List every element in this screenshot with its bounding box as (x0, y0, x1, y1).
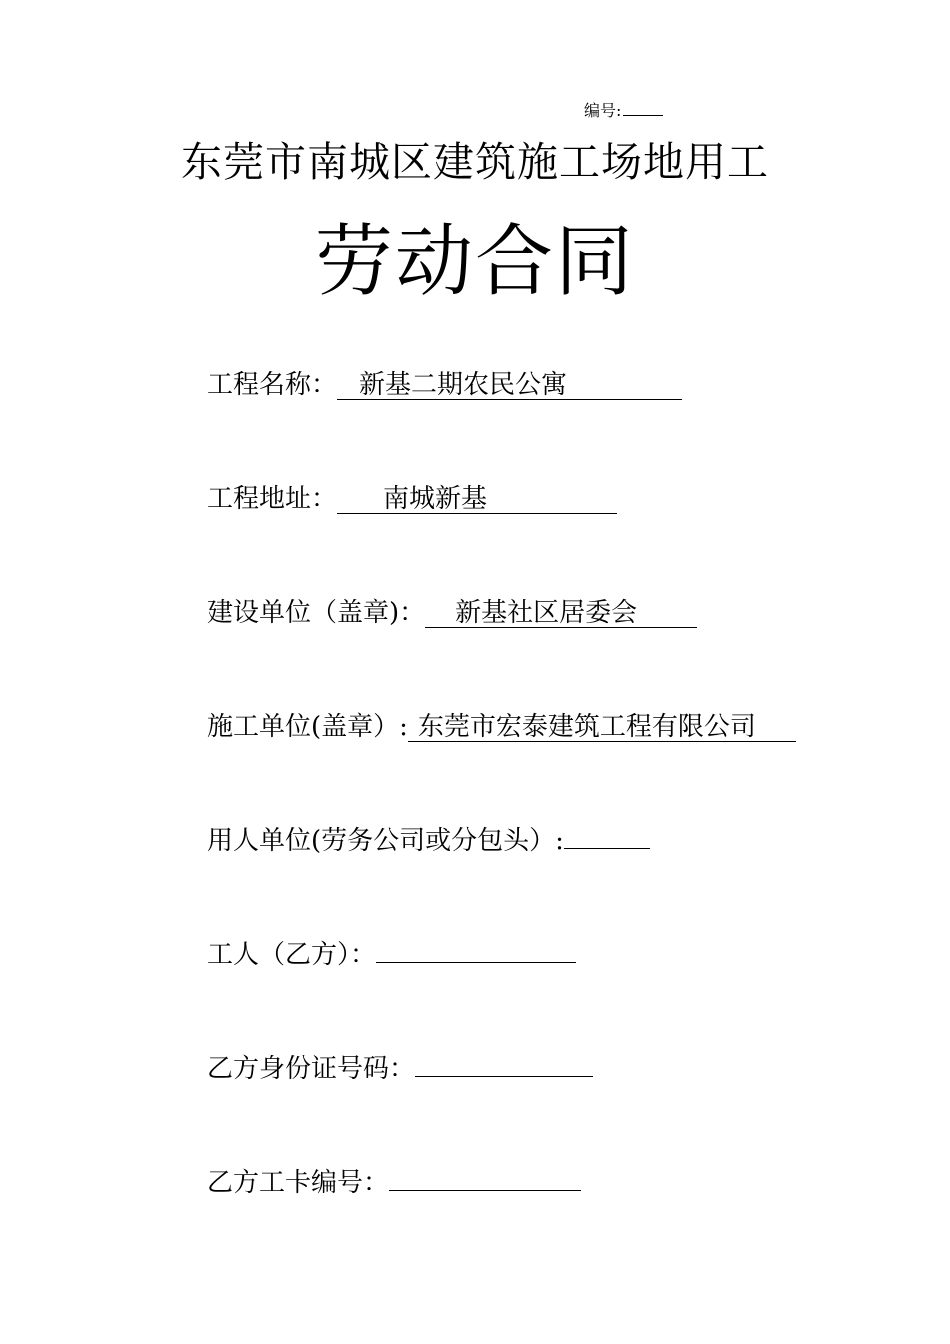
field-employer-unit (207, 824, 650, 858)
field-label: 施工单位(盖章）: (207, 712, 408, 742)
field-label: 用人单位(劳务公司或分包头）: (207, 826, 564, 856)
field-value-project-name[interactable]: 新基二期农民公寓 (337, 370, 682, 400)
serial-number (584, 101, 663, 121)
serial-number-label: 编号: (584, 101, 622, 120)
field-value-contractor-unit[interactable]: 东莞市宏泰建筑工程有限公司 (408, 712, 796, 742)
serial-number-blank[interactable] (623, 101, 663, 116)
field-value-construction-unit[interactable]: 新基社区居委会 (425, 598, 697, 628)
field-project-address (207, 482, 617, 516)
field-label: 建设单位（盖章)： (207, 598, 426, 628)
field-value-employer-unit[interactable] (564, 824, 650, 849)
field-value-project-address[interactable]: 南城新基 (337, 484, 617, 514)
field-value-worker-badge-number[interactable] (389, 1166, 581, 1191)
field-label: 工人（乙方）： (207, 940, 377, 970)
field-label: 乙方身份证号码： (207, 1054, 416, 1084)
document-title: 东莞市南城区建筑施工场地用工 (181, 138, 769, 186)
field-worker-badge-number (207, 1166, 581, 1200)
field-label: 乙方工卡编号： (207, 1168, 390, 1198)
field-contractor-unit (207, 710, 796, 744)
field-value-worker[interactable] (376, 938, 576, 963)
field-construction-unit (207, 596, 697, 630)
document-subtitle: 劳动合同 (314, 217, 635, 307)
field-value-worker-id-number[interactable] (415, 1052, 593, 1077)
field-worker (207, 938, 576, 972)
field-worker-id-number (207, 1052, 593, 1086)
field-project-name (207, 368, 682, 402)
field-label: 工程地址： (207, 484, 338, 514)
field-label: 工程名称： (207, 370, 338, 400)
